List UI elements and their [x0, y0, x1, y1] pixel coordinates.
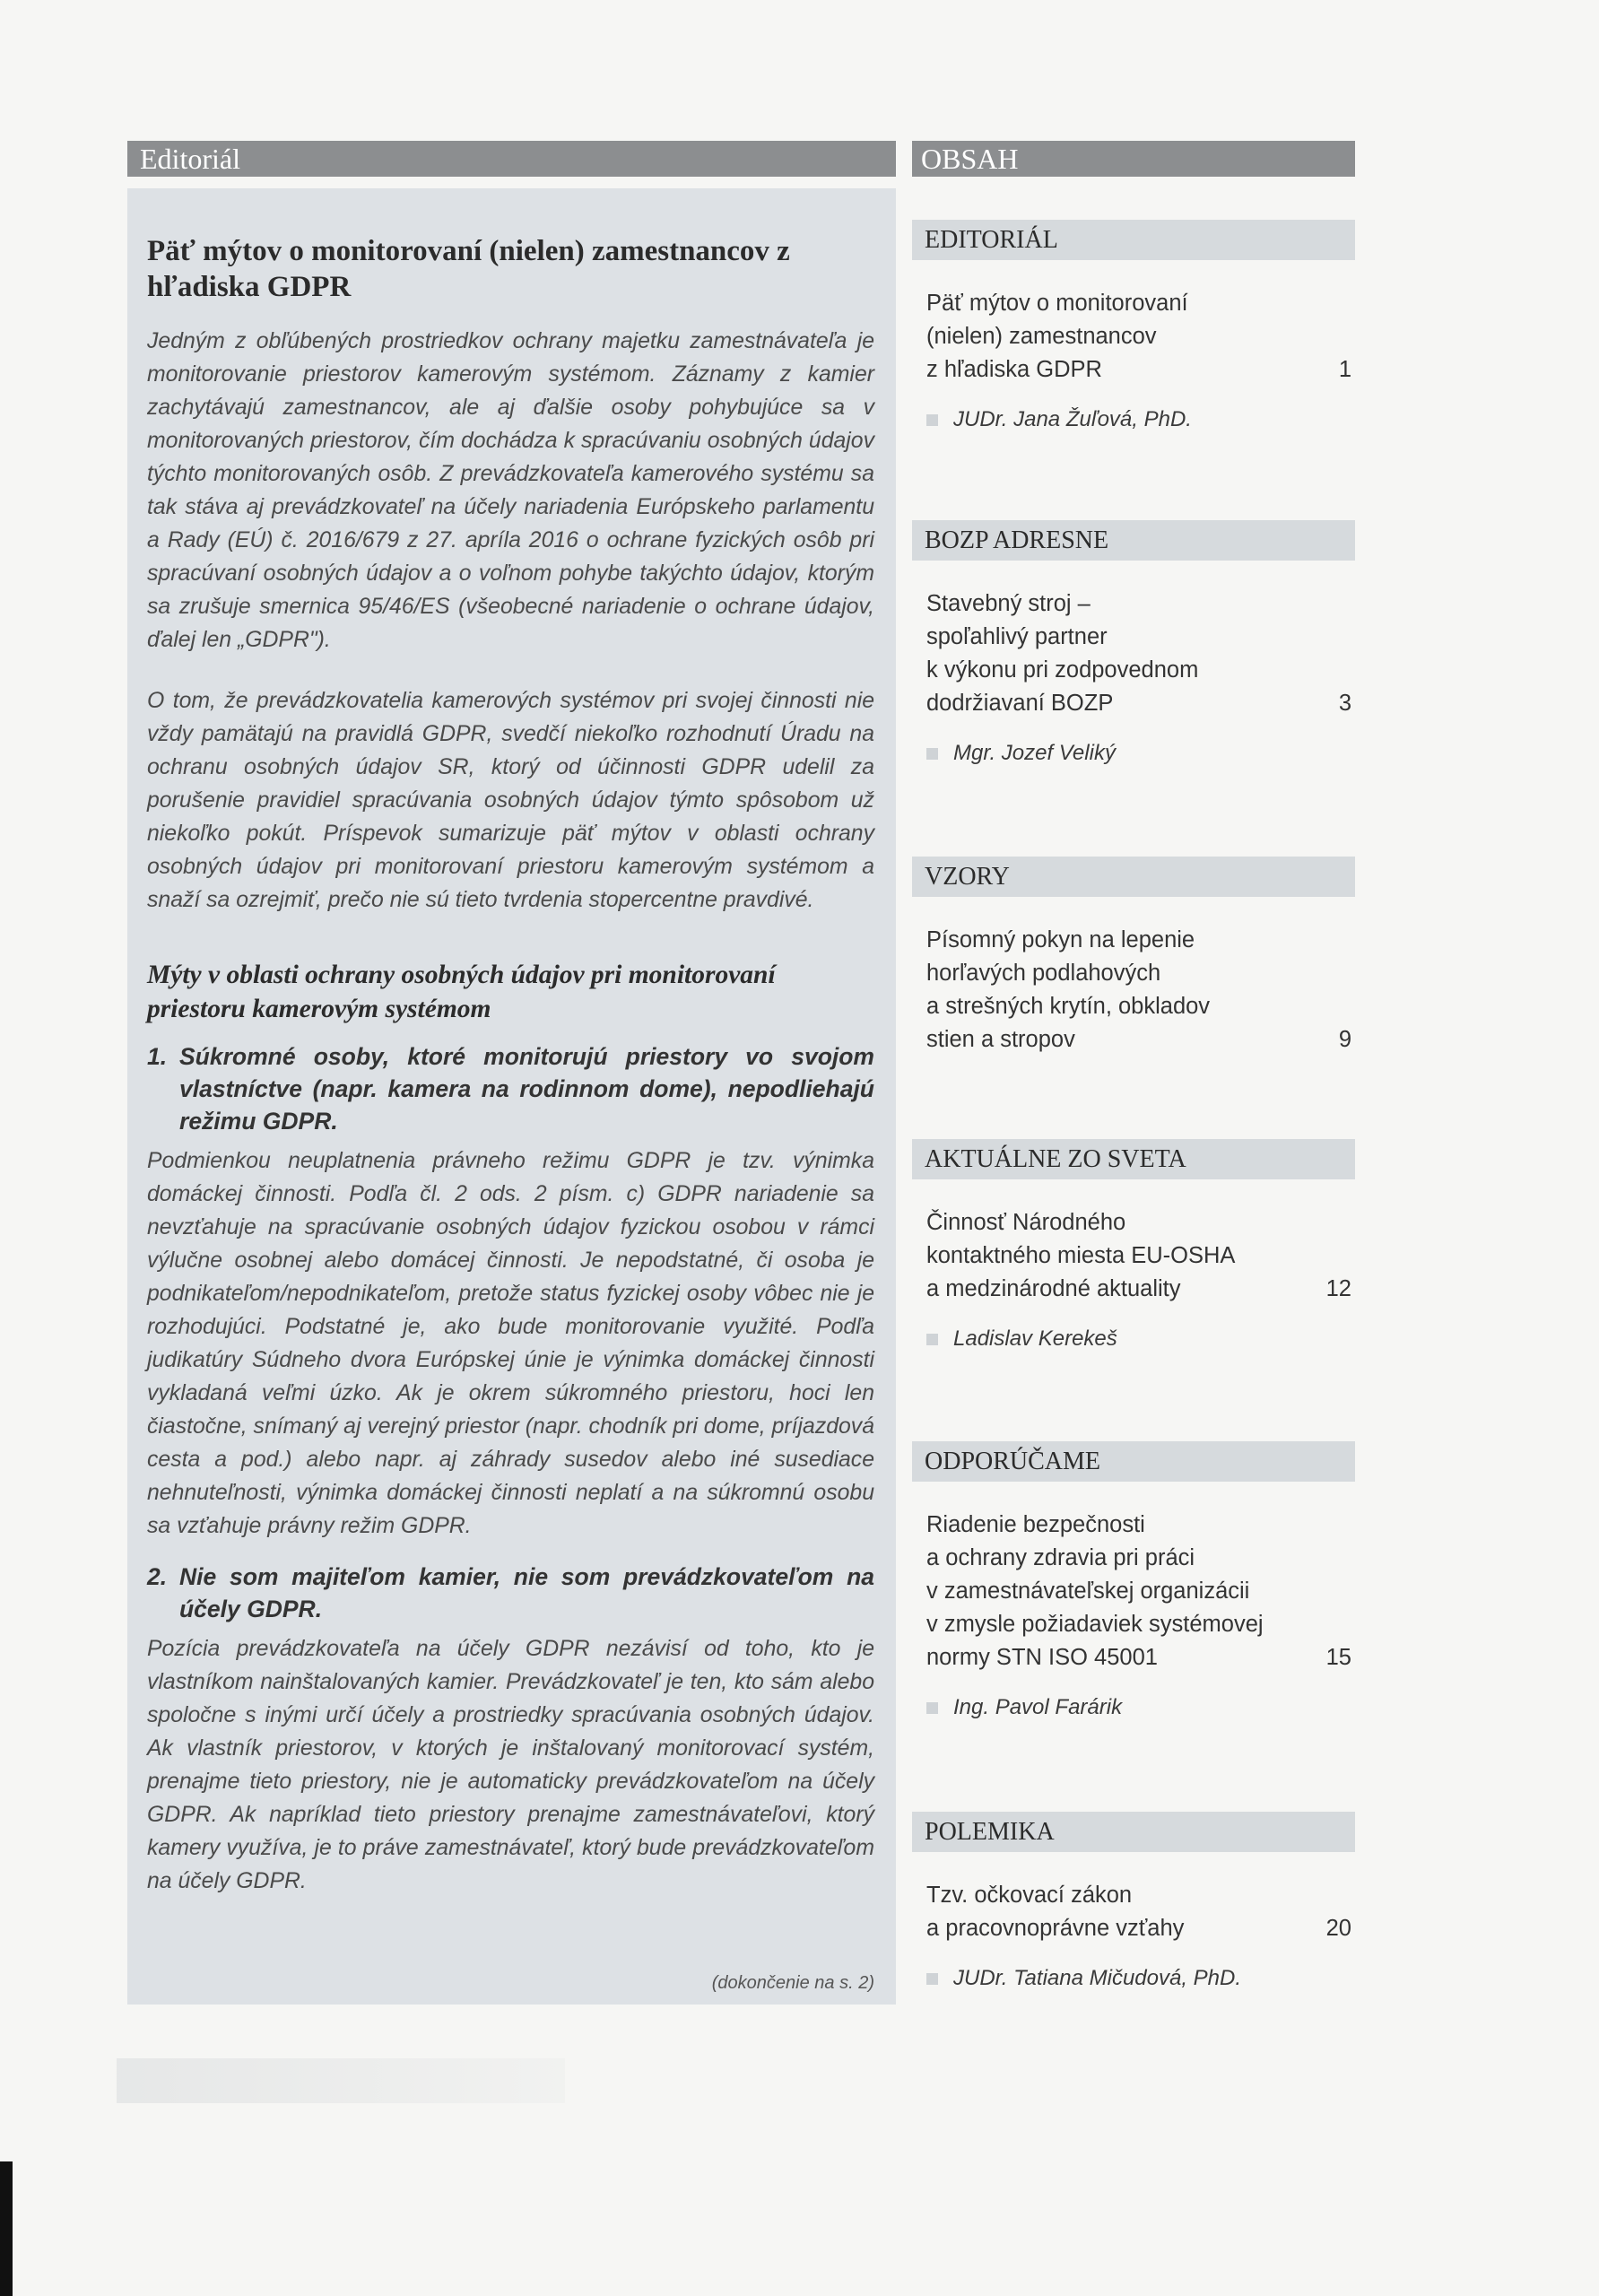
toc-entry-line: a strešných krytín, obkladov — [926, 994, 1211, 1019]
toc-author-name: Ing. Pavol Farárik — [953, 1695, 1123, 1719]
editorial-intro: Jedným z obľúbených prostriedkov ochrany majetku zamestnávateľa je monitorovanie priestorov kamerovým systémom. Záznamy z kamier zachytávajú zamestnancov, ale aj ďalšie osoby pohybujúce sa v monitorovaných priestorov, čím dochádza k spracúvaniu osobných údajov týchto monitorovaných osôb. Z prevádzkovateľa kamerového systému sa tak stáva aj prevádzkovateľ na účely nariadenia Európskeho parlamentu a Rady (EÚ) č. 2016/679 z 27. apríla 2016 o ochrane fyzických osôb pri spracúvaní osobných údajov a o voľnom pohybe takýchto údajov, ktorým sa zrušuje smernica 95/46/ES (všeobecné nariadenie o ochrane údajov, ďalej len „GDPR"). — [147, 329, 874, 652]
toc-entry-line: a ochrany zdravia pri práci — [926, 1545, 1195, 1570]
toc-entry-line: Riadenie bezpečnosti — [926, 1512, 1145, 1537]
bleed-through-shadow — [117, 2058, 565, 2103]
myth-2-text: Pozícia prevádzkovateľa na účely GDPR nezávisí od toho, kto je vlastníkom nainštalovaných kamier. Prevádzkovateľ je ten, kto sám alebo spoločne s inými určí účely a prostriedky spracúvania osobných údajov. Ak vlastník priestorov, v ktorých je inštalovaný monitorovací systém, prenajme tieto priestory, nie je automaticky prevádzkovateľom na účely GDPR. Ak napríklad tieto priestory prenajme zamestnávateľovi, ktorý kamery využíva, je to práve zamestnávateľ, ktorý bude prevádzkovateľom na účely GDPR. — [147, 1637, 874, 1893]
contents-header: OBSAH — [912, 141, 1355, 177]
toc-section-heading: ODPORÚČAME — [912, 1441, 1355, 1482]
toc-page-number: 3 — [1338, 691, 1351, 716]
toc-section-aktualne — [912, 1139, 1355, 1352]
toc-entry-line: Päť mýtov o monitorovaní — [926, 291, 1188, 316]
toc-entry-line: dodržiavaní BOZP — [926, 691, 1114, 716]
toc-entry-line: a pracovnoprávne vzťahy — [926, 1916, 1185, 1941]
toc-section-heading: EDITORIÁL — [912, 220, 1355, 260]
toc-entry-line: stien a stropov — [926, 1027, 1075, 1052]
toc-entry-line: a medzinárodné aktuality — [926, 1276, 1181, 1301]
editorial-header: Editoriál — [127, 141, 896, 177]
editorial-title: Päť mýtov o monitorovaní (nielen) zamestnancov z hľadiska GDPR — [147, 235, 790, 303]
editorial-box — [127, 188, 896, 2005]
toc-section-vzory — [912, 857, 1355, 1057]
square-bullet-icon — [926, 1334, 938, 1345]
toc-entry[interactable] — [912, 587, 1355, 766]
toc-author — [926, 1966, 1355, 1991]
toc-entry[interactable] — [912, 1206, 1355, 1352]
myth-1-heading-text: Súkromné osoby, ktoré monitorujú priestory vo svojom vlastníctve (napr. kamera na rodinnom dome), nepodliehajú režimu GDPR. — [179, 1043, 874, 1135]
toc-section-odporucame — [912, 1441, 1355, 1720]
myth-2-heading-text: Nie som majiteľom kamier, nie som prevádzkovateľom na účely GDPR. — [179, 1563, 874, 1622]
toc-page-number: 15 — [1325, 1645, 1351, 1670]
toc-entry-line: v zamestnávateľskej organizácii — [926, 1578, 1250, 1604]
toc-entry-line: z hľadiska GDPR — [926, 357, 1102, 382]
toc-section-heading: VZORY — [912, 857, 1355, 897]
toc-page-number: 9 — [1338, 1027, 1351, 1052]
square-bullet-icon — [926, 1702, 938, 1714]
myth-2-number: 2. — [147, 1563, 168, 1590]
toc-author-name: Mgr. Jozef Veliký — [953, 741, 1116, 765]
toc-entry-title — [926, 1206, 1285, 1306]
toc-author — [926, 407, 1355, 432]
toc-author — [926, 1326, 1355, 1352]
toc-page-number: 20 — [1325, 1916, 1351, 1941]
editorial-paragraph-2: O tom, že prevádzkovatelia kamerových systémov pri svojej činnosti nie vždy pamätajú na pravidlá GDPR, svedčí niekoľko rozhodnutí Úradu na ochranu osobných údajov SR, ktorý od účinnosti GDPR udelil za porušenie pravidiel spracúvania osobných údajov týmto spôsobom už niekoľko pokút. Príspevok sumarizuje päť mýtov v oblasti ochrany osobných údajov pri monitorovaní priestoru kamerovým systémom a snaží sa ozrejmiť, prečo nie sú tieto tvrdenia stopercentne pravdivé. — [147, 689, 874, 912]
toc-entry-line: (nielen) zamestnancov — [926, 324, 1157, 349]
toc-entry-title — [926, 287, 1285, 387]
toc-author-name: JUDr. Tatiana Mičudová, PhD. — [953, 1966, 1242, 1990]
toc-entry[interactable] — [912, 1509, 1355, 1720]
myth-2-heading — [147, 1561, 874, 1625]
toc-entry-title — [926, 924, 1285, 1057]
scan-edge-shadow — [0, 2161, 13, 2296]
square-bullet-icon — [926, 748, 938, 760]
toc-entry[interactable] — [912, 1879, 1355, 1991]
toc-section-heading: AKTUÁLNE ZO SVETA — [912, 1139, 1355, 1179]
toc-author-name: Ladislav Kerekeš — [953, 1326, 1117, 1351]
toc-entry-title — [926, 1509, 1285, 1674]
toc-entry-line: k výkonu pri zodpovednom — [926, 657, 1199, 683]
toc-entry-line: kontaktného miesta EU-OSHA — [926, 1243, 1236, 1268]
toc-author — [926, 741, 1355, 766]
toc-section-bozp — [912, 520, 1355, 766]
square-bullet-icon — [926, 1973, 938, 1985]
toc-author-name: JUDr. Jana Žuľová, PhD. — [953, 407, 1192, 431]
toc-section-heading: POLEMIKA — [912, 1812, 1355, 1852]
toc-entry-line: spoľahlivý partner — [926, 624, 1108, 649]
square-bullet-icon — [926, 414, 938, 426]
toc-page-number: 1 — [1338, 357, 1351, 382]
toc-entry-line: horľavých podlahových — [926, 961, 1161, 986]
myth-1-number: 1. — [147, 1043, 168, 1070]
toc-author — [926, 1695, 1355, 1720]
toc-entry-line: Stavebný stroj – — [926, 591, 1091, 616]
toc-entry-title — [926, 1879, 1285, 1945]
toc-section-heading: BOZP ADRESNE — [912, 520, 1355, 561]
toc-entry-line: Činnosť Národného — [926, 1210, 1126, 1235]
toc-entry[interactable] — [912, 287, 1355, 432]
myths-subheading: Mýty v oblasti ochrany osobných údajov pri monitorovaní priestoru kamerovým systémom — [147, 961, 776, 1023]
continuation-note: (dokončenie na s. 2) — [711, 1973, 874, 1993]
toc-section-polemika — [912, 1812, 1355, 1991]
toc-entry[interactable] — [912, 924, 1355, 1057]
myth-1-text: Podmienkou neuplatnenia právneho režimu GDPR je tzv. výnimka domáckej činnosti. Podľa čl. 2 ods. 2 písm. c) GDPR nariadenie sa nevzťahuje na spracúvanie osobných údajov fyzickou osobou v rámci výlučne osobnej alebo domácej činnosti. Je nepodstatné, či osoba je podnikateľom/nepodnikateľom, pretože status fyzickej osoby vôbec nie je rozhodujúci. Podstatné je, ako bude monitorovanie využité. Podľa judikatúry Súdneho dvora Európskej únie je výnimka domáckej činnosti vykladaná veľmi úzko. Ak je okrem súkromného priestoru, hoci len čiastočne, snímaný aj verejný priestor (napr. chodník pri dome, príjazdová cesta a pod.) alebo napr. aj záhrady susedov alebo iné susediace nehnuteľnosti, výnimka domáckej činnosti neplatí a na súkromnú osobu sa vzťahuje právny režim GDPR. — [147, 1149, 874, 1538]
toc-entry-line: Tzv. očkovací zákon — [926, 1883, 1133, 1908]
toc-entry-line: Písomný pokyn na lepenie — [926, 927, 1195, 952]
toc-entry-line: v zmysle požiadaviek systémovej — [926, 1612, 1264, 1637]
toc-section-editorial — [912, 220, 1355, 432]
toc-entry-title — [926, 587, 1285, 720]
myth-1-heading — [147, 1040, 874, 1137]
toc-entry-line: normy STN ISO 45001 — [926, 1645, 1158, 1670]
toc-page-number: 12 — [1325, 1276, 1351, 1301]
